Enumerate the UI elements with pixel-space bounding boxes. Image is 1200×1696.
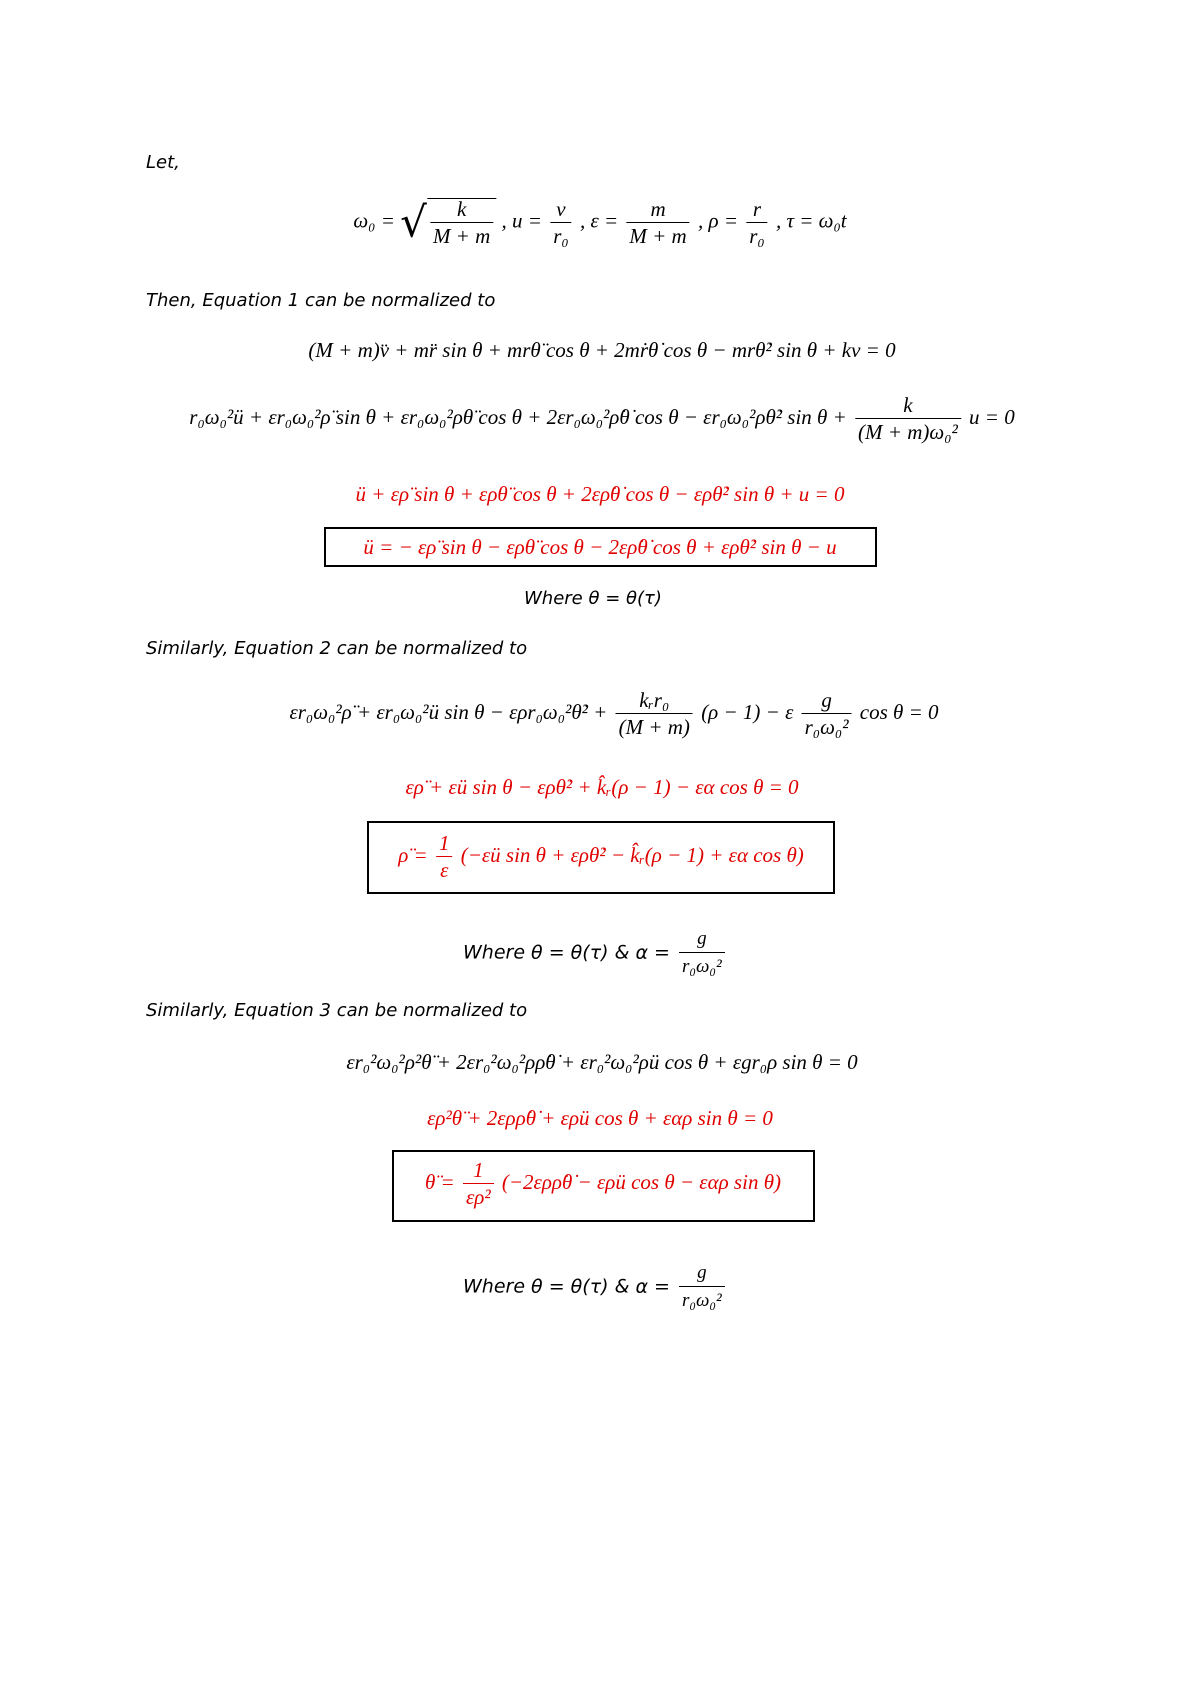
eq2-where-denominator: r₀ω₀² <box>682 956 722 977</box>
definitions-equation <box>353 198 846 247</box>
eq1-scaled-frac-denominator: (M + m)ω₀² <box>858 420 958 444</box>
eq2-scaled-frac2-numerator: g <box>802 690 852 714</box>
eq3-intro-text: Similarly, Equation 3 can be normalized to <box>146 1000 528 1021</box>
eq2-scaled-part-b: (ρ − 1) − ε <box>701 699 794 724</box>
rho-numerator: r <box>746 199 767 223</box>
epsilon-denominator: M + m <box>629 223 687 248</box>
eq1-intro-text: Then, Equation 1 can be normalized to <box>146 290 496 311</box>
tau-definition: , τ = ω₀t <box>775 208 847 233</box>
eq1-scaled-tail: u = 0 <box>969 404 1015 429</box>
u-numerator: v <box>550 199 571 223</box>
eq1-normalized: ü + ερ̈ sin θ + ερθ̈ cos θ + 2ερ̇θ̇ cos θ − ερθ̇² sin θ + u = 0 <box>355 482 845 506</box>
omega0-numerator: k <box>430 199 493 223</box>
epsilon-numerator: m <box>626 199 689 223</box>
eq2-boxed-rhs: (−εü sin θ + ερθ̇² − k̂ᵣ(ρ − 1) + εα cos θ) <box>460 842 804 867</box>
eq2-scaled-frac1-numerator: kᵣr₀ <box>616 690 693 714</box>
eq2-boxed-equation <box>398 833 804 881</box>
eq3-boxed-lhs: θ̈ = <box>424 1169 455 1194</box>
radical-icon: √ <box>400 197 427 247</box>
eq3-where-numerator: g <box>679 1262 725 1287</box>
eq2-where-note <box>463 928 728 978</box>
eq1-scaled <box>189 395 1014 443</box>
eq3-where-text: Where θ = θ(τ) & α = <box>463 1275 670 1298</box>
eq1-original: (M + m)v̈ + mr̈ sin θ + mrθ̈ cos θ + 2mṙθ̇ cos θ − mrθ̇² sin θ + kv = 0 <box>308 338 896 362</box>
eq1-scaled-main: r₀ω₀²ü + εr₀ω₀²ρ̈ sin θ + εr₀ω₀²ρθ̈ cos θ + 2εr₀ω₀²ρ̇θ̇ cos θ − εr₀ω₀²ρθ̇² sin θ + <box>189 404 847 429</box>
eq2-boxed-frac-denominator: ε <box>440 858 449 882</box>
eq3-boxed-rhs: (−2ερρ̇θ̇ − ερü cos θ − εαρ sin θ) <box>501 1169 782 1194</box>
epsilon-label: , ε = <box>579 208 619 233</box>
rho-label: , ρ = <box>697 208 738 233</box>
eq3-boxed-frac-numerator: 1 <box>463 1160 494 1184</box>
eq2-scaled-frac2-denominator: r₀ω₀² <box>804 715 849 739</box>
omega0-denominator: M + m <box>432 224 491 248</box>
eq3-boxed-equation <box>425 1160 781 1208</box>
eq3-where-denominator: r₀ω₀² <box>682 1290 722 1311</box>
eq2-scaled-part-c: cos θ = 0 <box>859 699 939 724</box>
eq2-normalized: ερ̈ + εü sin θ − ερθ̇² + k̂ᵣ(ρ − 1) − εα cos θ = 0 <box>405 775 799 799</box>
eq2-boxed-frac-numerator: 1 <box>436 833 453 857</box>
eq2-boxed-lhs: ρ̈ = <box>398 842 428 867</box>
eq1-where-note: Where θ = θ(τ) <box>524 588 662 609</box>
eq2-intro-text: Similarly, Equation 2 can be normalized to <box>146 638 528 659</box>
u-denominator: r₀ <box>553 223 569 248</box>
eq2-scaled <box>289 690 938 738</box>
rho-denominator: r₀ <box>749 223 765 248</box>
eq3-normalized: ερ²θ̈ + 2ερρ̇θ̇ + ερü cos θ + εαρ sin θ = 0 <box>427 1106 773 1130</box>
eq2-scaled-frac1-denominator: (M + m) <box>618 715 690 739</box>
intro-text: Let, <box>146 152 180 173</box>
eq2-where-numerator: g <box>679 928 725 953</box>
sqrt-symbol <box>400 198 496 247</box>
eq2-scaled-part-a: εr₀ω₀²ρ̈ + εr₀ω₀²ü sin θ − ερr₀ω₀²θ̇² + <box>289 699 608 724</box>
omega0-label: ω₀ = <box>353 208 395 233</box>
eq1-boxed-equation: ü = − ερ̈ sin θ − ερθ̈ cos θ − 2ερ̇θ̇ cos θ + ερθ̇² sin θ − u <box>363 535 837 559</box>
eq3-boxed-frac-denominator: ερ² <box>465 1185 491 1209</box>
eq3-where-note <box>463 1262 728 1312</box>
u-label: , u = <box>501 208 542 233</box>
eq1-scaled-frac-numerator: k <box>855 395 961 419</box>
eq3-scaled: εr₀²ω₀²ρ²θ̈ + 2εr₀²ω₀²ρρ̇θ̇ + εr₀²ω₀²ρü cos θ + εgr₀ρ sin θ = 0 <box>346 1050 858 1074</box>
eq2-where-text: Where θ = θ(τ) & α = <box>463 941 670 964</box>
